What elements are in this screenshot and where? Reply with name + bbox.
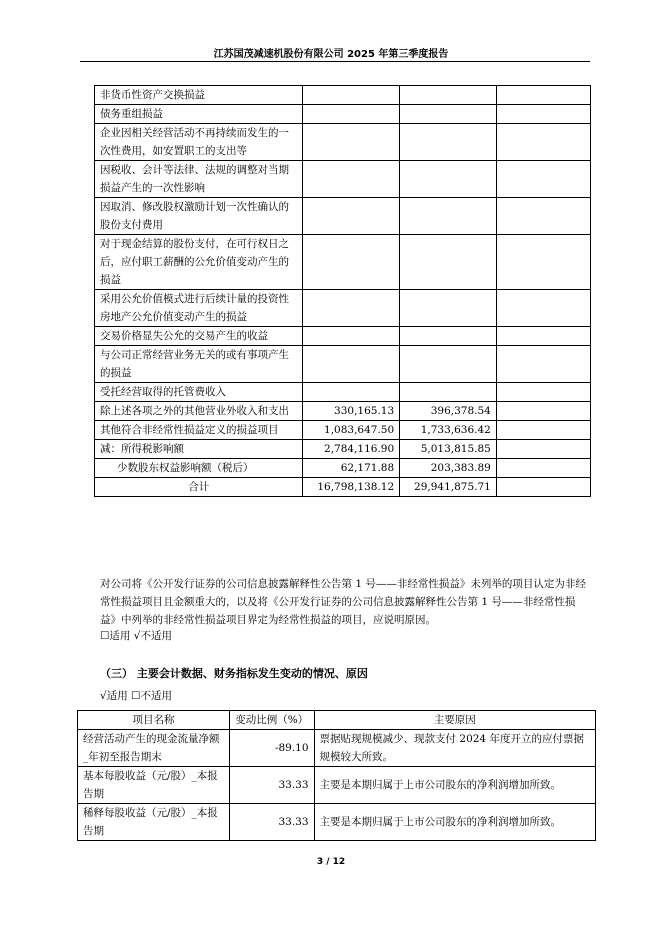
row-label: 采用公允价值模式进行后续计量的投资性房地产公允价值变动产生的损益 — [95, 290, 303, 327]
ytd-value — [400, 235, 497, 290]
ytd-value — [400, 327, 497, 346]
ytd-value — [400, 383, 497, 402]
page-header: 江苏国茂减速机股份有限公司 2025 年第三季度报告 — [213, 49, 449, 60]
table-row — [95, 124, 591, 161]
header-divider — [80, 61, 590, 62]
page-number: 3 / 12 — [316, 857, 346, 867]
table-row-total — [95, 478, 591, 497]
ytd-value: 396,378.54 — [400, 402, 497, 421]
current-period-value — [303, 327, 400, 346]
table-row — [95, 235, 591, 290]
note-cell — [496, 105, 590, 124]
row-label: 债务重组损益 — [95, 105, 303, 124]
current-period-value — [303, 86, 400, 105]
ytd-value — [400, 105, 497, 124]
explanation-paragraph: 对公司将《公开发行证券的公司信息披露解释性公告第 1 号——非经常性损益》未列举的项目认定为非经常性损益项目且金额重大的，以及将《公开发行证券的公司信息披露解释性公告第 1 号——非经常性损益》中列举的非经常性损益项目界定为经常性损益的项目，应说明原因。 — [100, 578, 586, 626]
table-row — [95, 383, 591, 402]
current-period-value — [303, 290, 400, 327]
note-cell — [496, 327, 590, 346]
row-label: 对于现金结算的股份支付，在可行权日之后，应付职工薪酬的公允价值变动产生的损益 — [95, 235, 303, 290]
note-cell — [496, 440, 590, 459]
main-reason: 主要是本期归属于上市公司股东的净利润增加所致。 — [314, 804, 595, 841]
note-cell — [496, 235, 590, 290]
main-reason: 票据贴现规模减少、现款支付 2024 年度开立的应付票据规模较大所致。 — [314, 730, 595, 767]
section-title: （三） 主要会计数据、财务指标发生变动的情况、原因 — [100, 667, 368, 680]
note-cell — [496, 161, 590, 198]
row-label: 与公司正常经营业务无关的或有事项产生的损益 — [95, 346, 303, 383]
table-row — [95, 327, 591, 346]
table-header-row — [78, 711, 596, 730]
table-row — [78, 804, 596, 841]
table-row — [95, 198, 591, 235]
indicator-change-table — [77, 710, 596, 841]
current-period-value: 16,798,138.12 — [303, 478, 400, 497]
current-period-value — [303, 198, 400, 235]
ytd-value — [400, 198, 497, 235]
note-cell — [496, 421, 590, 440]
table-row — [95, 161, 591, 198]
note-cell — [496, 383, 590, 402]
note-cell — [496, 478, 590, 497]
note-cell — [496, 198, 590, 235]
ytd-value: 203,383.89 — [400, 459, 497, 478]
column-header: 项目名称 — [78, 711, 230, 730]
current-period-value: 2,784,116.90 — [303, 440, 400, 459]
row-label: 合计 — [95, 478, 303, 497]
ytd-value — [400, 290, 497, 327]
column-header: 主要原因 — [314, 711, 595, 730]
table-row — [95, 421, 591, 440]
current-period-value: 62,171.88 — [303, 459, 400, 478]
note-cell — [496, 459, 590, 478]
change-ratio: 33.33 — [229, 804, 314, 841]
table-row — [78, 767, 596, 804]
row-label: 交易价格显失公允的交易产生的收益 — [95, 327, 303, 346]
row-label: 除上述各项之外的其他营业外收入和支出 — [95, 402, 303, 421]
table-row — [95, 86, 591, 105]
current-period-value: 1,083,647.50 — [303, 421, 400, 440]
applicability-checkbox: ☐适用 √不适用 — [100, 630, 172, 642]
current-period-value — [303, 124, 400, 161]
note-cell — [496, 290, 590, 327]
item-name: 基本每股收益（元/股）_本报告期 — [78, 767, 230, 804]
ytd-value — [400, 124, 497, 161]
current-period-value — [303, 105, 400, 124]
row-label: 其他符合非经常性损益定义的损益项目 — [95, 421, 303, 440]
ytd-value — [400, 161, 497, 198]
ytd-value — [400, 86, 497, 105]
table-row — [95, 402, 591, 421]
row-label: 少数股东权益影响额（税后） — [95, 459, 303, 478]
current-period-value: 330,165.13 — [303, 402, 400, 421]
table-row — [95, 346, 591, 383]
ytd-value: 5,013,815.85 — [400, 440, 497, 459]
item-name: 稀释每股收益（元/股）_本报告期 — [78, 804, 230, 841]
note-cell — [496, 402, 590, 421]
change-ratio: -89.10 — [229, 730, 314, 767]
current-period-value — [303, 346, 400, 383]
row-label: 减：所得税影响额 — [95, 440, 303, 459]
change-ratio: 33.33 — [229, 767, 314, 804]
non-recurring-gains-table — [94, 85, 591, 497]
table-row — [95, 105, 591, 124]
table-row — [95, 440, 591, 459]
note-cell — [496, 124, 590, 161]
main-reason: 主要是本期归属于上市公司股东的净利润增加所致。 — [314, 767, 595, 804]
note-cell — [496, 86, 590, 105]
item-name: 经营活动产生的现金流量净额_年初至报告期末 — [78, 730, 230, 767]
row-label: 非货币性资产交换损益 — [95, 86, 303, 105]
row-label: 受托经营取得的托管费收入 — [95, 383, 303, 402]
row-label: 因取消、修改股权激励计划一次性确认的股份支付费用 — [95, 198, 303, 235]
current-period-value — [303, 235, 400, 290]
row-label: 因税收、会计等法律、法规的调整对当期损益产生的一次性影响 — [95, 161, 303, 198]
row-label: 企业因相关经营活动不再持续而发生的一次性费用，如安置职工的支出等 — [95, 124, 303, 161]
current-period-value — [303, 161, 400, 198]
current-period-value — [303, 383, 400, 402]
column-header: 变动比例（%） — [229, 711, 314, 730]
ytd-value — [400, 346, 497, 383]
ytd-value: 29,941,875.71 — [400, 478, 497, 497]
table-row — [95, 290, 591, 327]
applicability-checkbox: √适用 ☐不适用 — [100, 690, 172, 702]
note-cell — [496, 346, 590, 383]
table-row — [78, 730, 596, 767]
table-row — [95, 459, 591, 478]
ytd-value: 1,733,636.42 — [400, 421, 497, 440]
